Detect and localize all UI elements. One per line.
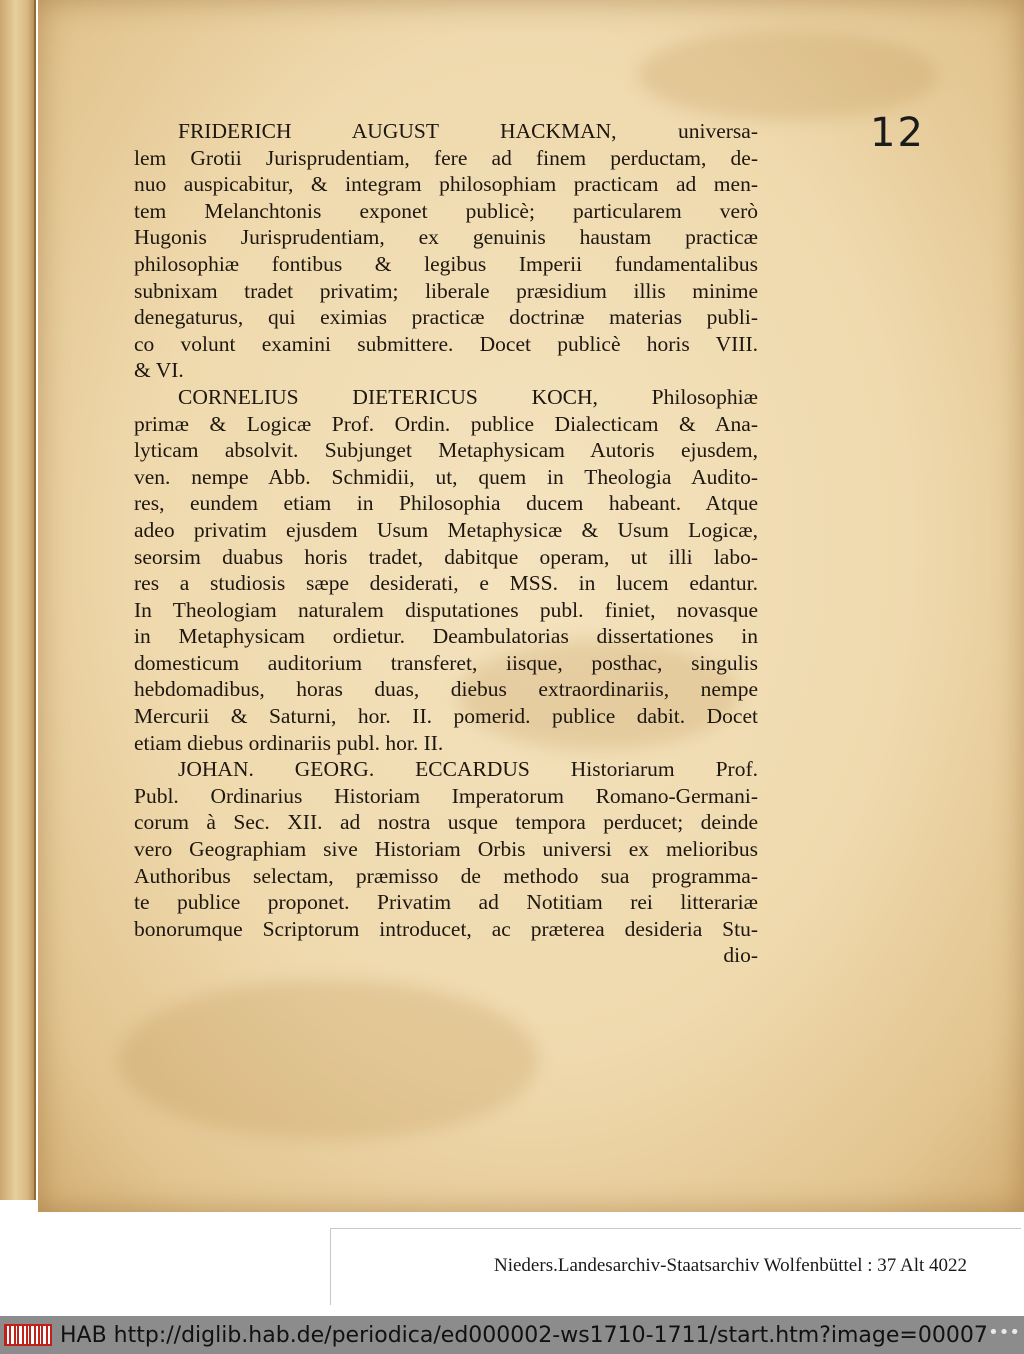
status-url[interactable]: HAB http://diglib.hab.de/periodica/ed000002-ws1710-1711/start.htm?image=00007 bbox=[60, 1322, 988, 1348]
text-line: & VI. bbox=[134, 358, 184, 383]
text-line: bonorumque Scriptorum introducet, ac præterea desideria Stu- bbox=[134, 916, 758, 941]
barcode-icon bbox=[4, 1322, 52, 1348]
text-line: tem Melanchtonis exponet publicè; particularem verò bbox=[134, 198, 758, 223]
text-line: JOHAN. GEORG. ECCARDUS Historiarum Prof. bbox=[178, 757, 758, 782]
text-line: ven. nempe Abb. Schmidii, ut, quem in Theologia Audito- bbox=[134, 464, 758, 489]
more-icon[interactable]: ••• bbox=[988, 1322, 1020, 1343]
page-number: 12 bbox=[870, 110, 925, 156]
text-line: denegaturus, qui eximias practicæ doctrinæ materias publi- bbox=[134, 305, 758, 330]
text-line: Mercurii & Saturni, hor. II. pomerid. publice dabit. Docet bbox=[134, 704, 758, 729]
text-line: vero Geographiam sive Historiam Orbis universi ex melioribus bbox=[134, 837, 758, 862]
text-line: subnixam tradet privatim; liberale præsidium illis minime bbox=[134, 278, 758, 303]
text-line: etiam diebus ordinariis publ. hor. II. bbox=[134, 730, 444, 755]
text-line: res a studiosis sæpe desiderati, e MSS. in lucem edantur. bbox=[134, 571, 758, 596]
paragraph-koch bbox=[134, 384, 758, 756]
text-line: domesticum auditorium transferet, iisque, posthac, singulis bbox=[134, 650, 758, 675]
text-line: res, eundem etiam in Philosophia ducem habeant. Atque bbox=[134, 491, 758, 516]
status-bar bbox=[0, 1316, 1024, 1354]
text-line: te publice proponet. Privatim ad Notitiam rei litterariæ bbox=[134, 890, 758, 915]
text-line: primæ & Logicæ Prof. Ordin. publice Dialecticam & Ana- bbox=[134, 411, 758, 436]
page-stain bbox=[638, 30, 938, 120]
text-line: adeo privatim ejusdem Usum Metaphysicæ & Usum Logicæ, bbox=[134, 517, 758, 542]
page-stain bbox=[118, 980, 538, 1140]
text-line: nuo auspicabitur, & integram philosophiam practicam ad men- bbox=[134, 172, 758, 197]
text-line: corum à Sec. XII. ad nostra usque tempora perducet; deinde bbox=[134, 810, 758, 835]
page-body-text bbox=[134, 118, 758, 969]
text-line: hebdomadibus, horas duas, diebus extraordinariis, nempe bbox=[134, 677, 758, 702]
archive-label bbox=[330, 1228, 1021, 1305]
text-line: seorsim duabus horis tradet, dabitque operam, ut illi labo- bbox=[134, 544, 758, 569]
archive-label-text: Nieders.Landesarchiv-Staatsarchiv Wolfenbüttel : 37 Alt 4022 bbox=[494, 1255, 967, 1276]
text-line: lem Grotii Jurisprudentiam, fere ad finem perductam, de- bbox=[134, 145, 758, 170]
text-line: In Theologiam naturalem disputationes publ. finiet, novasque bbox=[134, 597, 758, 622]
catchword: dio- bbox=[723, 943, 758, 968]
text-line: Authoribus selectam, præmisso de methodo sua programma- bbox=[134, 863, 758, 888]
text-line: in Metaphysicam ordietur. Deambulatorias dissertationes in bbox=[134, 624, 758, 649]
text-line: CORNELIUS DIETERICUS KOCH, Philosophiæ bbox=[178, 384, 758, 409]
text-line: lyticam absolvit. Subjunget Metaphysicam Autoris ejusdem, bbox=[134, 438, 758, 463]
text-line: FRIDERICH AUGUST HACKMAN, universa- bbox=[178, 119, 758, 143]
text-line: Hugonis Jurisprudentiam, ex genuinis haustam practicæ bbox=[134, 225, 758, 250]
text-line: Publ. Ordinarius Historiam Imperatorum Romano-Germani- bbox=[134, 783, 758, 808]
facing-page-edge bbox=[0, 0, 36, 1200]
text-line: philosophiæ fontibus & legibus Imperii fundamentalibus bbox=[134, 251, 758, 276]
text-line: co volunt examini submittere. Docet publicè horis VIII. bbox=[134, 331, 758, 356]
paragraph-eccardus bbox=[134, 756, 758, 969]
paragraph-hackman bbox=[134, 118, 758, 384]
